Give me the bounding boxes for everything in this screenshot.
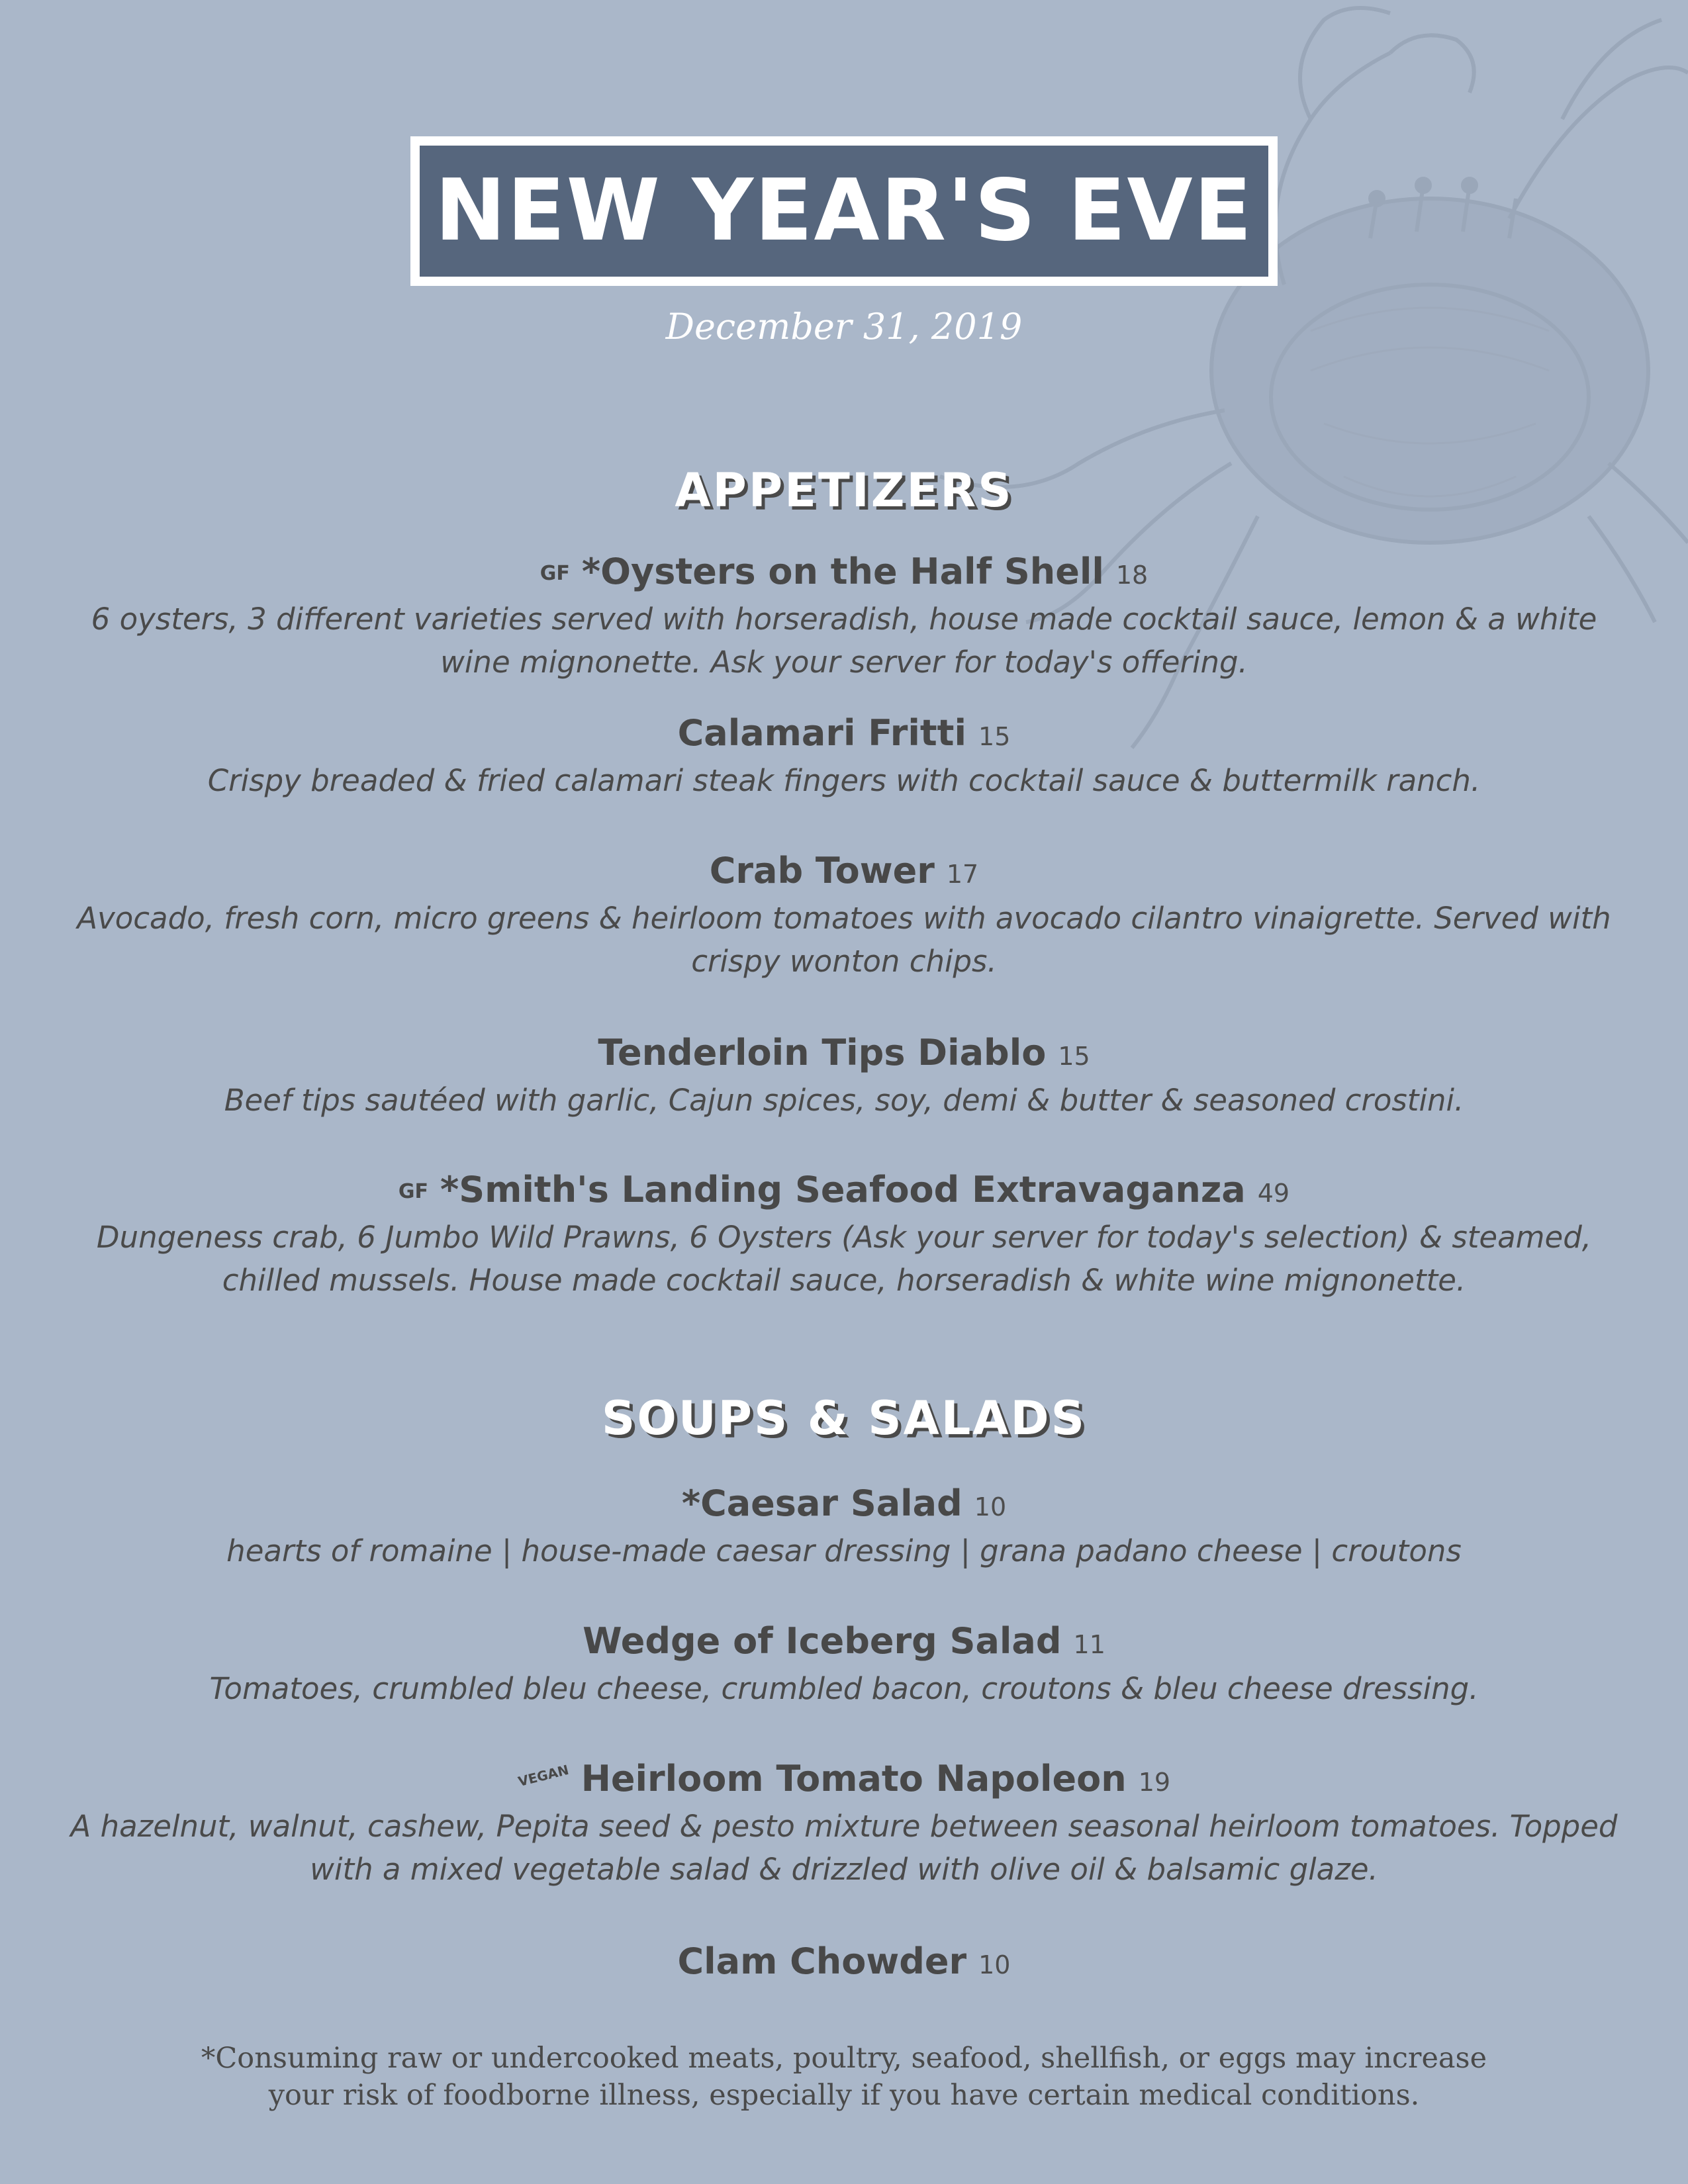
menu-item-name: *Oysters on the Half Shell xyxy=(581,551,1104,592)
menu-item-price: 11 xyxy=(1073,1630,1105,1659)
menu-item-description: hearts of romaine | house-made caesar dressing | grana padano cheese | croutons xyxy=(226,1533,1462,1569)
menu-item-heading xyxy=(66,850,1622,893)
menu-item-clam-chowder xyxy=(66,1940,1622,1983)
menu-item-description: Dungeness crab, 6 Jumbo Wild Prawns, 6 Oysters (Ask your server for today's selection) & steamed, chilled mussels. House made cocktail sauce, horseradish & white wine mignonette. xyxy=(96,1219,1592,1298)
menu-item-price: 15 xyxy=(978,722,1011,751)
menu-item-heading xyxy=(66,1482,1622,1525)
menu-item-name: *Smith's Landing Seafood Extravaganza xyxy=(440,1169,1246,1210)
vegan-badge: VEGAN xyxy=(516,1761,571,1790)
menu-item-crab-tower xyxy=(66,850,1622,983)
menu-item-description: Avocado, fresh corn, micro greens & heirloom tomatoes with avocado cilantro vinaigrette. Served with crispy wonton chips. xyxy=(77,900,1611,979)
menu-item-heading xyxy=(66,1758,1622,1801)
menu-item-heading xyxy=(66,712,1622,755)
menu-item-price: 19 xyxy=(1138,1768,1171,1797)
menu-item-oysters xyxy=(66,551,1622,684)
gluten-free-badge: GF xyxy=(398,1180,428,1203)
menu-item-name: Crab Tower xyxy=(709,850,935,891)
menu-item-description: Beef tips sautéed with garlic, Cajun spices, soy, demi & butter & seasoned crostini. xyxy=(224,1082,1464,1118)
menu-item-description: A hazelnut, walnut, cashew, Pepita seed & pesto mixture between seasonal heirloom tomatoes. Topped with a mixed vegetable salad & drizzled with olive oil & balsamic glaze. xyxy=(70,1808,1618,1887)
menu-item-price: 10 xyxy=(978,1950,1011,1979)
menu-item-price: 10 xyxy=(974,1492,1007,1522)
menu-item-price: 15 xyxy=(1058,1042,1090,1071)
menu-item-description: 6 oysters, 3 different varieties served with horseradish, house made cocktail sauce, lemon & a white wine mignonette. Ask your server for today's offering. xyxy=(91,601,1597,680)
menu-item-name: Clam Chowder xyxy=(677,1940,967,1982)
disclaimer-line: *Consuming raw or undercooked meats, poultry, seafood, shellfish, or eggs may increase xyxy=(201,2042,1487,2075)
food-safety-disclaimer xyxy=(0,2040,1688,2114)
menu-item-calamari xyxy=(66,712,1622,802)
menu-item-name: Tenderloin Tips Diablo xyxy=(598,1032,1047,1073)
section-title-appetizers: APPETIZERS xyxy=(675,463,1013,518)
menu-item-description: Crispy breaded & fried calamari steak fingers with cocktail sauce & buttermilk ranch. xyxy=(207,762,1481,798)
disclaimer-line: your risk of foodborne illness, especially if you have certain medical conditions. xyxy=(268,2079,1420,2112)
menu-item-heading xyxy=(66,1169,1622,1212)
menu-item-tomato-napoleon xyxy=(66,1758,1622,1891)
menu-item-heading xyxy=(66,1032,1622,1075)
event-date: December 31, 2019 xyxy=(665,306,1023,347)
menu-item-name: *Caesar Salad xyxy=(681,1482,962,1524)
title-box xyxy=(410,136,1278,286)
menu-item-price: 49 xyxy=(1257,1179,1290,1208)
menu-item-wedge-salad xyxy=(66,1620,1622,1710)
menu-item-heading xyxy=(66,551,1622,594)
menu-item-name: Calamari Fritti xyxy=(677,712,967,754)
menu-item-price: 18 xyxy=(1115,561,1149,590)
menu-item-name: Wedge of Iceberg Salad xyxy=(583,1620,1062,1662)
title-box-inner xyxy=(417,143,1271,279)
menu-item-caesar-salad xyxy=(66,1482,1622,1572)
gluten-free-badge: GF xyxy=(539,562,570,585)
section-title-soups-salads: SOUPS & SALADS xyxy=(601,1391,1087,1445)
menu-item-seafood-extravaganza xyxy=(66,1169,1622,1302)
menu-item-tenderloin xyxy=(66,1032,1622,1122)
menu-item-heading xyxy=(66,1620,1622,1663)
menu-item-price: 17 xyxy=(946,860,979,889)
menu-item-name: Heirloom Tomato Napoleon xyxy=(581,1758,1127,1799)
menu-item-description: Tomatoes, crumbled bleu cheese, crumbled bacon, croutons & bleu cheese dressing. xyxy=(209,1670,1479,1706)
menu-item-heading xyxy=(66,1940,1622,1983)
page-title: NEW YEAR'S EVE xyxy=(435,161,1253,260)
